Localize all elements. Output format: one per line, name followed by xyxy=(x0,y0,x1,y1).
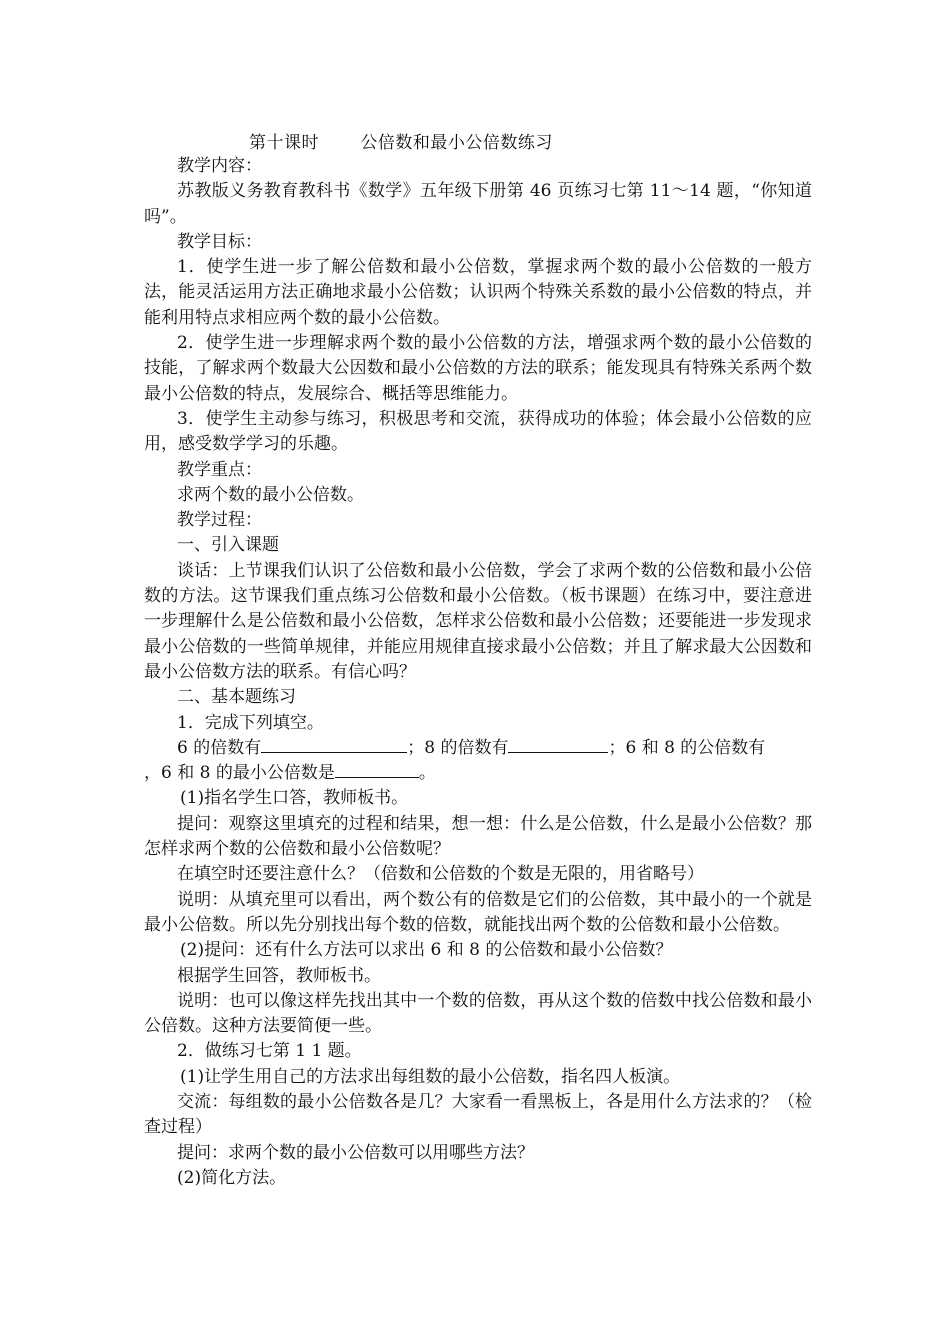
paragraph: (1)指名学生口答，教师板书。 xyxy=(180,788,409,809)
paragraph: (2)提问：还有什么方法可以求出 6 和 8 的公倍数和最小公倍数？ xyxy=(180,940,673,961)
paragraph: 教学目标： xyxy=(177,231,262,252)
paragraph: 根据学生回答，教师板书。 xyxy=(177,965,381,986)
paragraph: 教学重点： xyxy=(177,459,262,480)
paragraph: 3．使学生主动参与练习，积极思考和交流，获得成功的体验；体会最小公倍数的应用，感受数学学习的乐趣。 xyxy=(144,408,812,455)
paragraph: 2．做练习七第 1 1 题。 xyxy=(177,1041,362,1062)
answer-blank[interactable] xyxy=(261,736,407,753)
fill-text: ，6 和 8 的最小公倍数是 xyxy=(144,763,335,784)
fill-text: ；8 的倍数有 xyxy=(407,737,509,758)
paragraph: 求两个数的最小公倍数。 xyxy=(177,484,364,505)
paragraph: 2．使学生进一步理解求两个数的最小公倍数的方法，增强求两个数的最小公倍数的技能，了解求两个数最大公因数和最小公倍数的方法的联系；能发现具有特殊关系两个数最小公倍数的特点，发展综合、概括等思维能力。 xyxy=(144,333,812,404)
paragraph: 1．使学生进一步了解公倍数和最小公倍数，掌握求两个数的最小公倍数的一般方法，能灵活运用方法正确地求最小公倍数；认识两个特殊关系数的最小公倍数的特点，并能利用特点求相应两个数的最小公倍数。 xyxy=(144,257,812,328)
paragraph: 在填空时还要注意什么？（倍数和公倍数的个数是无限的，用省略号） xyxy=(177,864,704,885)
paragraph: 说明：从填充里可以看出，两个数公有的倍数是它们的公倍数，其中最小的一个就是最小公倍数。所以先分别找出每个数的倍数，就能找出两个数的公倍数和最小公倍数。 xyxy=(144,889,812,935)
paragraph: 教学内容： xyxy=(177,156,262,176)
paragraph: 1．完成下列填空。 xyxy=(177,712,324,733)
paragraph: 教学过程： xyxy=(177,510,262,531)
fill-text: 。 xyxy=(418,763,436,784)
fill-in-exercise xyxy=(144,761,812,786)
section-heading: 一、引入课题 xyxy=(177,535,279,556)
body-text xyxy=(144,154,812,1191)
paragraph: 提问：求两个数的最小公倍数可以用哪些方法？ xyxy=(177,1142,534,1163)
section-heading: 二、基本题练习 xyxy=(177,687,296,708)
paragraph: (2)简化方法。 xyxy=(177,1167,287,1188)
paragraph: 谈话：上节课我们认识了公倍数和最小公倍数，学会了求两个数的公倍数和最小公倍数的方法。这节课我们重点练习公倍数和最小公倍数。（板书课题）在练习中，要注意进一步理解什么是公倍数和最小公倍数，怎样求公倍数和最小公倍数；还要能进一步发现求最小公倍数的一些简单规律，并能应用规律直接求最小公倍数；并且了解求最大公因数和最小公倍数方法的联系。有信心吗？ xyxy=(144,560,812,682)
answer-blank[interactable] xyxy=(335,761,419,778)
lesson-title: 第十课时 公倍数和最小公倍数练习 xyxy=(249,133,553,153)
fill-in-exercise xyxy=(144,736,812,761)
paragraph: 说明：也可以像这样先找出其中一个数的倍数，再从这个数的倍数中找公倍数和最小公倍数。这种方法要简便一些。 xyxy=(144,990,812,1037)
paragraph: (1)让学生用自己的方法求出每组数的最小公倍数，指名四人板演。 xyxy=(180,1066,681,1087)
fill-text: ；6 和 8 的公倍数有 xyxy=(608,737,766,758)
paragraph: 提问：观察这里填充的过程和结果，想一想：什么是公倍数，什么是最小公倍数？那怎样求两个数的公倍数和最小公倍数呢？ xyxy=(144,813,812,860)
paragraph: 交流：每组数的最小公倍数各是几？大家看一看黑板上，各是用什么方法求的？（检查过程） xyxy=(144,1091,812,1138)
fill-text: 6 的倍数有 xyxy=(177,737,262,758)
paragraph: 苏教版义务教育教科书《数学》五年级下册第 46 页练习七第 11～14 题，“你知道吗”。 xyxy=(144,181,812,227)
answer-blank[interactable] xyxy=(508,736,608,753)
